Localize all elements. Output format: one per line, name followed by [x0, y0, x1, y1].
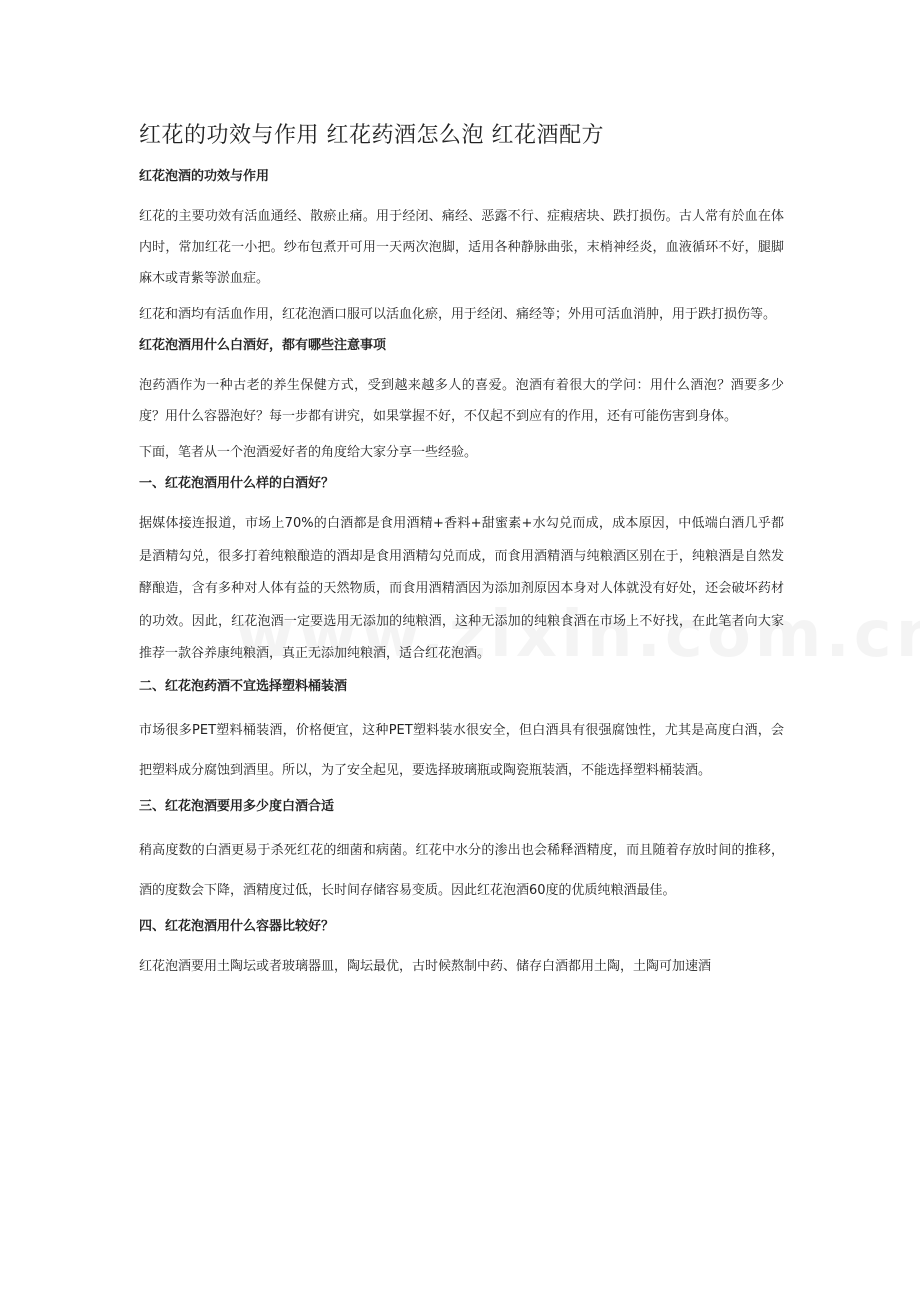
paragraph: 据媒体接连报道，市场上70%的白酒都是食用酒精+香料+甜蜜素+水勾兑而成，成本原因，中低端白酒几乎都是酒精勾兑，很多打着纯粮酿造的酒却是食用酒精勾兑而成，而食用酒精酒与纯粮酒区别在于，纯粮酒是自然发酵酿造，含有多种对人体有益的天然物质，而食用酒精酒因为添加剂原因本身对人体就没有好处，还会破坏药材的功效。因此，红花泡酒一定要选用无添加的纯粮酒，这种无添加的纯粮食酒在市场上不好找，在此笔者向大家推荐一款谷养康纯粮酒，真正无添加纯粮酒，适合红花泡酒。 — [139, 516, 784, 661]
paragraph: 下面，笔者从一个泡酒爱好者的角度给大家分享一些经验。 — [139, 445, 478, 460]
section-heading: 红花泡酒的功效与作用 — [139, 169, 270, 184]
section-heading: 三、红花泡酒要用多少度白酒合适 — [139, 798, 335, 814]
paragraph: 泡药酒作为一种古老的养生保健方式，受到越来越多人的喜爱。泡酒有着很大的学问：用什么酒泡？酒要多少度？用什么容器泡好？每一步都有讲究，如果掌握不好，不仅起不到应有的作用，还有可能伤害到身体。 — [139, 378, 784, 424]
section-one — [139, 473, 784, 671]
paragraph: 红花和酒均有活血作用，红花泡酒口服可以活血化瘀，用于经闭、痛经等；外用可活血消肿，用于跌打损伤等。 — [139, 307, 777, 322]
section-three — [139, 796, 784, 911]
document-page — [139, 118, 784, 987]
section-heading: 二、红花泡药酒不宜选择塑料桶装酒 — [139, 678, 348, 694]
section-four — [139, 916, 784, 982]
section-heading: 红花泡酒用什么白酒好，都有哪些注意事项 — [139, 338, 387, 353]
section-two — [139, 676, 784, 791]
section-efficacy — [139, 166, 784, 330]
section-heading: 一、红花泡酒用什么样的白酒好？ — [139, 476, 335, 491]
document-title: 红花的功效与作用 红花药酒怎么泡 红花酒配方 — [139, 123, 604, 148]
section-heading: 四、红花泡酒用什么容器比较好？ — [139, 918, 335, 934]
paragraph: 红花的主要功效有活血通经、散瘀止痛。用于经闭、痛经、恶露不行、症瘕痞块、跌打损伤。古人常有於血在体内时，常加红花一小把。纱布包煮开可用一天两次泡脚，适用各种静脉曲张，末梢神经炎，血液循环不好，腿脚麻木或青紫等淤血症。 — [139, 209, 784, 286]
paragraph: 稍高度数的白酒更易于杀死红花的细菌和病菌。红花中水分的渗出也会稀释酒精度，而且随着存放时间的推移，酒的度数会下降，酒精度过低，长时间存储容易变质。因此红花泡酒60度的优质纯粮酒最佳。 — [139, 842, 784, 898]
paragraph: 市场很多PET塑料桶装酒，价格便宜，这种PET塑料装水很安全，但白酒具有很强腐蚀性，尤其是高度白酒，会把塑料成分腐蚀到酒里。所以，为了安全起见，要选择玻璃瓶或陶瓷瓶装酒，不能选择塑料桶装酒。 — [139, 722, 784, 778]
paragraph: 红花泡酒要用土陶坛或者玻璃器皿，陶坛最优，古时候熬制中药、储存白酒都用土陶，土陶可加速酒 — [139, 958, 712, 974]
section-liquor-choice — [139, 335, 784, 468]
